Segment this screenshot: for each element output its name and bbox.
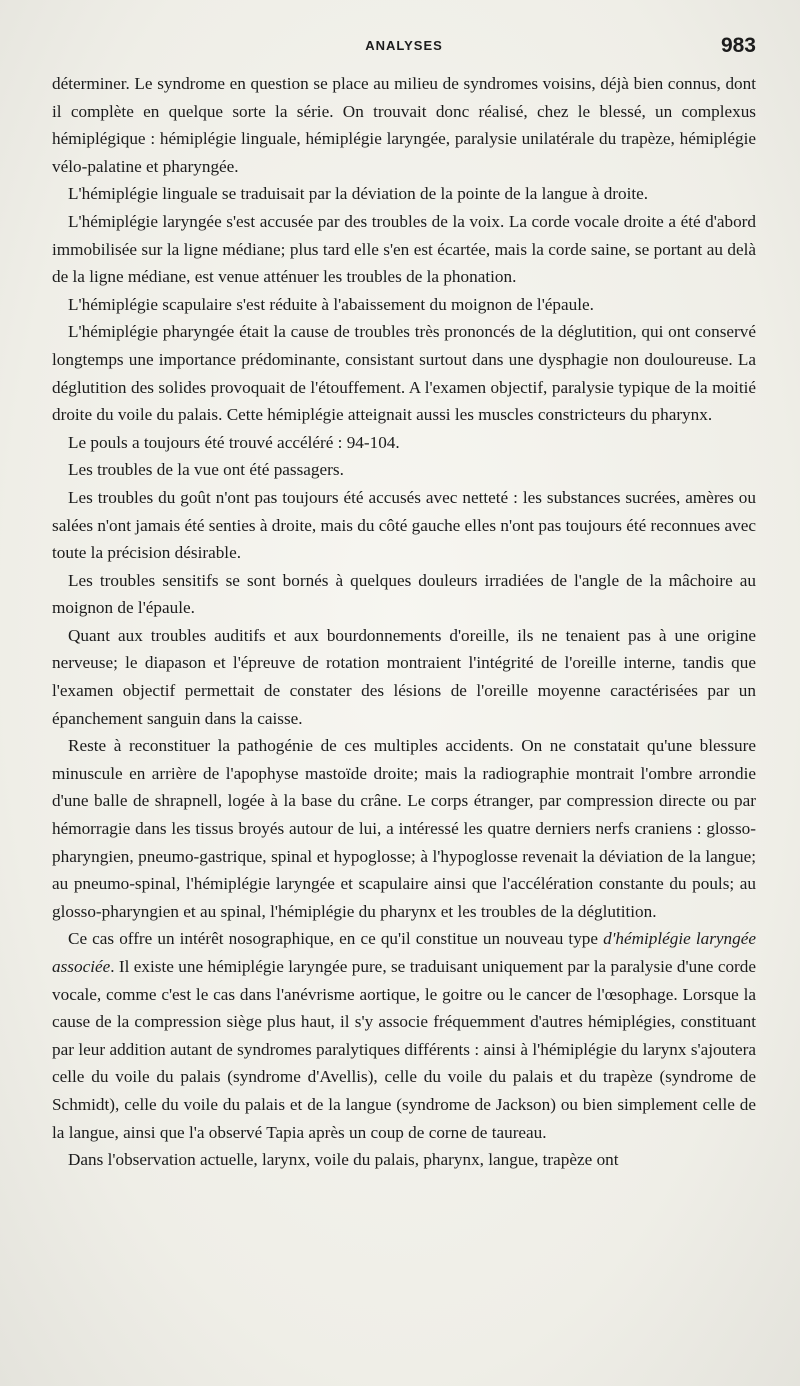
typo-text-after: . Il existe une hémiplégie laryngée pure, se traduisant uniquement par la paralysie d'une corde vocale, comme c'est le cas dans l'anévrisme aortique, le goitre ou le cancer de l'œsophage. Lorsque la cause de la compression siège plus haut, il s'y associe fréquemment d'autres hémiplégies, constituant par leur addition autant de syndromes paralytiques différents : ainsi à l'hémiplégie du larynx s'ajoutera celle du voile du palais (syndrome d'Avellis), celle du voile du palais et du trapèze (syndrome de Schmidt), celle du voile du palais et de la langue (syndrome de Jackson) ou bien simplement celle de la langue, ainsi que l'a observé Tapia après un coup de corne de taureau. bbox=[52, 957, 756, 1142]
article-body bbox=[52, 70, 756, 1174]
paragraph-auditifs: Quant aux troubles auditifs et aux bourdonnements d'oreille, ils ne tenaient pas à une origine nerveuse; le diapason et l'épreuve de rotation montraient l'intégrité de l'oreille interne, tandis que l'examen objectif permettait de constater des lésions de l'oreille moyenne caractérisées par un épanchement sanguin dans la caisse. bbox=[52, 625, 756, 728]
paragraph-syndrome-intro: déterminer. Le syndrome en question se place au milieu de syndromes voisins, déjà bien connus, dont il complète en quelque sorte la série. On trouvait donc réalisé, chez le blessé, un complexus hémiplégique : hémiplégie linguale, hémiplégie laryngée, paralysie unilatérale du trapèze, hémiplégie vélo-palatine et pharyngée. bbox=[52, 74, 756, 176]
page-header bbox=[52, 34, 756, 60]
paragraph-pouls: Le pouls a toujours été trouvé accéléré : 94-104. bbox=[68, 432, 400, 452]
paragraph-observation-actuelle: Dans l'observation actuelle, larynx, voile du palais, pharynx, langue, trapèze ont bbox=[68, 1150, 619, 1170]
paragraph-linguale: L'hémiplégie linguale se traduisait par la déviation de la pointe de la langue à droite. bbox=[68, 184, 649, 204]
paragraph-vue: Les troubles de la vue ont été passagers. bbox=[68, 460, 344, 480]
typo-italic-term: d'hémiplégie laryngée associée bbox=[52, 929, 756, 976]
paragraph-pharyngee: L'hémiplégie pharyngée était la cause de troubles très prononcés de la déglutition, qui ont conservé longtemps une importance prédominante, consistant surtout dans une dysphagie non douloureuse. La déglutition des solides provoquait de l'étouffement. A l'examen objectif, paralysie typique de la moitié droite du voile du palais. Cette hémiplégie atteignait aussi les muscles constricteurs du pharynx. bbox=[52, 322, 756, 425]
paragraph-scapulaire: L'hémiplégie scapulaire s'est réduite à l'abaissement du moignon de l'épaule. bbox=[68, 294, 594, 314]
paragraph-gout: Les troubles du goût n'ont pas toujours été accusés avec netteté : les substances sucrées, amères ou salées n'ont jamais été senties à droite, mais du côté gauche elles n'ont pas toujours été reconnues avec toute la précision désirable. bbox=[52, 487, 756, 563]
paragraph-pathogenie: Reste à reconstituer la pathogénie de ces multiples accidents. On ne constatait qu'une blessure minuscule en arrière de l'apophyse mastoïde droite; mais la radiographie montrait l'ombre arrondie d'une balle de shrapnell, logée à la base du crâne. Le corps étranger, par compression directe ou par hémorragie dans les tissus broyés autour de lui, a intéressé les quatre derniers nerfs craniens : glosso-pharyngien, pneumo-gastrique, spinal et hypoglosse; à l'hypoglosse revenait la déviation de la langue; au pneumo-spinal, l'hémiplégie laryngée et scapulaire ainsi que l'accélération constante du pouls; au glosso-pharyngien et au spinal, l'hémiplégie du pharynx et les troubles de la déglutition. bbox=[52, 736, 756, 921]
typo-text-before: Ce cas offre un intérêt nosographique, en ce qu'il constitue un nouveau type bbox=[68, 929, 604, 949]
paragraph-sensitifs: Les troubles sensitifs se sont bornés à quelques douleurs irradiées de l'angle de la mâchoire au moignon de l'épaule. bbox=[52, 570, 756, 618]
paragraph-nosographique bbox=[52, 925, 756, 1146]
running-head: ANALYSES bbox=[365, 38, 443, 53]
paragraph-laryngee: L'hémiplégie laryngée s'est accusée par des troubles de la voix. La corde vocale droite a été d'abord immobilisée sur la ligne médiane; plus tard elle s'en est écartée, mais la corde saine, se portant au delà de la ligne médiane, est venue atténuer les troubles de la phonation. bbox=[52, 211, 756, 287]
page-number: 983 bbox=[720, 34, 756, 57]
